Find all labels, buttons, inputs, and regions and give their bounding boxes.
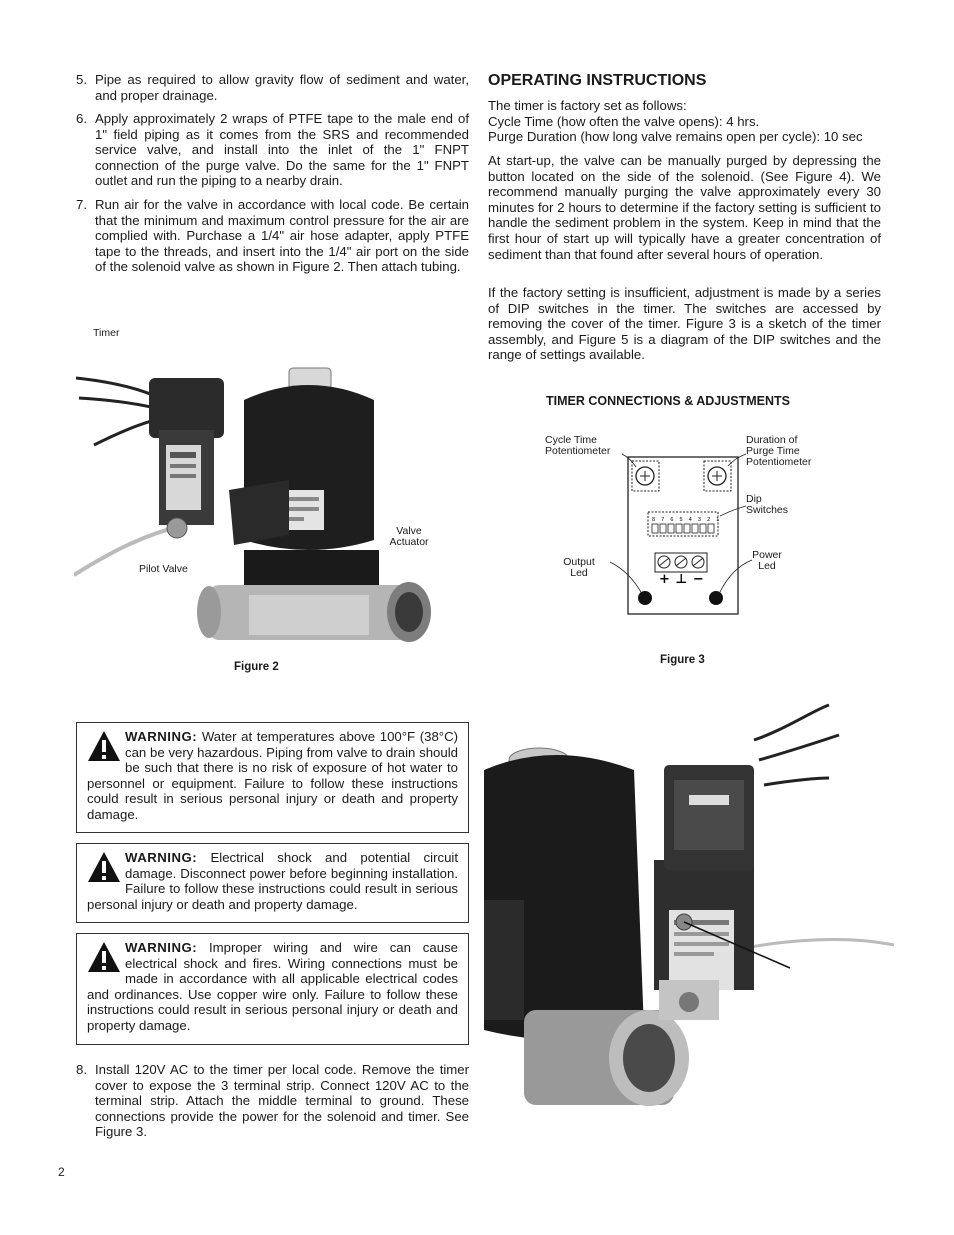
label-line: Potentiometer (545, 445, 611, 457)
label-line: Cycle Time (545, 434, 597, 446)
step-number: 7. (76, 197, 87, 212)
warning-text: Water at temperatures above 100°F (38°C) can be very hazardous. Piping from valve to drain should be such that there is no risk of exposure of hot water to personnel or equipment. Failure to follow these instructions could result in serious personal injury or death and property damage. (87, 729, 458, 822)
step-5 (76, 72, 469, 103)
power-led (709, 591, 723, 605)
step-number: 6. (76, 111, 87, 126)
duration-potentiometer (704, 461, 731, 491)
label-line: Purge Time (746, 445, 800, 457)
step-8 (76, 1062, 469, 1140)
step-number: 8. (76, 1062, 87, 1077)
warning-box-wiring (76, 933, 469, 1045)
step-text: Pipe as required to allow gravity flow of sediment and water, and proper drainage. (95, 72, 469, 103)
step-6 (76, 111, 469, 189)
figure2-label-timer: Timer (93, 327, 120, 339)
warning-text: Electrical shock and potential circuit damage. Disconnect power before beginning installation. Failure to follow these instructions could result in serious personal injury or death and property damage. (87, 850, 458, 912)
label-line: Led (758, 560, 776, 572)
label-line: Duration of (746, 434, 798, 446)
figure3-title: TIMER CONNECTIONS & ADJUSTMENTS (546, 394, 790, 408)
startup-paragraph: At start-up, the valve can be manually purged by depressing the button located on the side of the solenoid. (See Figure 4). We recommend manually purging the valve approximately every 30 minutes for 2 hours to determine if the factory setting is sufficient to handle the sediment problem in the system. Keep in mind that the first hour of start up will typically have a greater concentration of sediment than that found after several hours of operation. (488, 153, 881, 262)
warning-label: WARNING: (125, 729, 198, 744)
figure4-photo (484, 700, 904, 1120)
dip-numbers: 8 7 6 5 4 3 2 1 (652, 517, 722, 523)
label-line: Dip (746, 493, 762, 505)
figure2-caption: Figure 2 (234, 661, 279, 673)
label-line: Led (570, 567, 588, 579)
label-line: Power (752, 549, 782, 561)
figure3-caption: Figure 3 (660, 654, 705, 666)
terminal-symbols: + ⊥ − (659, 572, 704, 587)
step-text: Install 120V AC to the timer per local code. Remove the timer cover to expose the 3 terminal strip. Connect 120V AC to the terminal strip. Attach the middle terminal to ground. These connections provide the power for the solenoid and timer. See Figure 3. (95, 1062, 469, 1140)
factory-line: Purge Duration (how long valve remains open per cycle): 10 sec (488, 129, 863, 145)
figure2-label-valve-actuator (388, 526, 430, 548)
step-7 (76, 197, 469, 275)
factory-line: Cycle Time (how often the valve opens): 4 hrs. (488, 113, 760, 129)
warning-triangle-icon (87, 940, 121, 974)
figure2-label-pilot-valve: Pilot Valve (139, 563, 188, 575)
label-line: Actuator (389, 536, 429, 548)
warning-label: WARNING: (125, 940, 198, 955)
warning-box-hot-water (76, 722, 469, 833)
label-line: Output (563, 556, 595, 568)
cycle-time-potentiometer (632, 461, 659, 491)
warning-triangle-icon (87, 729, 121, 763)
warning-label: WARNING: (125, 850, 198, 865)
label-output-led (561, 557, 597, 579)
dip-switch-block (648, 512, 718, 536)
adjustment-paragraph: If the factory setting is insufficient, adjustment is made by a series of DIP switches in the timer. The switches are accessed by removing the cover of the timer. Figure 3 is a sketch of the timer assembly, and Figure 5 is a diagram of the DIP switches and the range of settings available. (488, 285, 881, 363)
label-line: Potentiometer (746, 456, 812, 468)
warning-triangle-icon (87, 850, 121, 884)
factory-settings (488, 98, 881, 145)
page-number: 2 (58, 1165, 65, 1179)
figure2-photo (74, 360, 464, 650)
label-line: Valve (396, 525, 422, 537)
step-number: 5. (76, 72, 87, 87)
terminal-strip (655, 553, 707, 572)
step-text: Apply approximately 2 wraps of PTFE tape to the male end of 1" field piping as it comes from the SRS and recommended service valve, and install into the inlet of the 1" FNPT connection of the purge valve. Do the same for the 1" FNPT outlet and run the piping to a nearby drain. (95, 111, 469, 189)
output-led (638, 591, 652, 605)
step-text: Run air for the valve in accordance with local code. Be certain that the minimum and maximum control pressure for the air are complied with. Purchase a 1/4" air hose adapter, apply PTFE tape to the threads, and insert into the 1/4" air port on the side of the solenoid valve as shown in Figure 2. Then attach tubing. (95, 197, 469, 275)
label-line: Switches (746, 504, 789, 516)
warning-text: Improper wiring and wire can cause electrical shock and fires. Wiring connections must be made in accordance with all applicable electrical codes and ordinances. Use copper wire only. Failure to follow these instructions could result in serious personal injury or death and property damage. (87, 940, 458, 1033)
timer-diagram (600, 440, 760, 630)
warning-box-electrical (76, 843, 469, 923)
factory-line: The timer is factory set as follows: (488, 98, 687, 113)
operating-heading: OPERATING INSTRUCTIONS (488, 72, 707, 89)
